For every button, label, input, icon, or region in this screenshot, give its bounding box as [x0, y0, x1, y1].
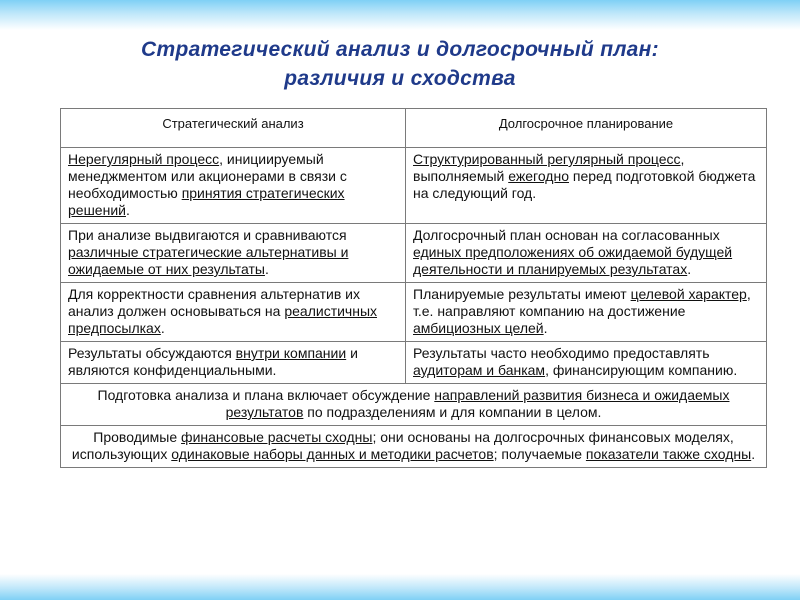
cell-strategic-analysis [61, 342, 406, 384]
underlined-text: направлений развития бизнеса и ожидаемых результатов [225, 387, 730, 420]
underlined-text: ежегодно [508, 168, 569, 184]
text-segment: Планируемые результаты имеют [413, 286, 631, 302]
cell-long-term-planning [406, 283, 767, 342]
underlined-text: аудиторам и банкам [413, 362, 546, 378]
header-long-term-planning: Долгосрочное планирование [406, 109, 767, 148]
text-segment: , финансирующим компанию. [545, 362, 738, 378]
text-segment: . [543, 320, 548, 336]
cell-common-calculations [61, 426, 767, 468]
text-segment: , выполняемый [413, 151, 685, 184]
cell-strategic-analysis [61, 224, 406, 283]
text-segment: . [687, 261, 692, 277]
header-strategic-analysis: Стратегический анализ [61, 109, 406, 148]
cell-long-term-planning [406, 342, 767, 384]
text-segment: . [125, 202, 130, 218]
comparison-table [60, 108, 767, 468]
cell-strategic-analysis [61, 148, 406, 224]
table-row-common [61, 384, 767, 426]
text-segment: Долгосрочный план основан на согласованных [413, 227, 720, 243]
cell-long-term-planning [406, 148, 767, 224]
underlined-text: показатели также сходны [585, 446, 752, 462]
text-segment: Проводимые [93, 429, 182, 445]
table-row [61, 283, 767, 342]
table-row [61, 148, 767, 224]
text-segment: . [751, 446, 756, 462]
text-segment: , инициируемый менеджментом или акционерами в связи с необходимостью [68, 151, 347, 201]
bottom-gradient-band [0, 574, 800, 600]
table-row [61, 224, 767, 283]
text-segment: Результаты часто необходимо предоставлять [413, 345, 710, 361]
underlined-text: реалистичных предпосылках [68, 303, 378, 336]
underlined-text: различные стратегические альтернативы и ожидаемые от них результаты [68, 244, 349, 277]
underlined-text: Нерегулярный процесс [68, 151, 220, 167]
text-segment: Подготовка анализа и плана включает обсуждение [97, 387, 435, 403]
text-segment: по подразделениям и для компании в целом. [303, 404, 602, 420]
underlined-text: одинаковые наборы данных и методики расчетов [171, 446, 494, 462]
underlined-text: единых предположениях об ожидаемой будущей деятельности и планируемых результатах [413, 244, 733, 277]
top-gradient-band [0, 0, 800, 30]
page-title [0, 35, 800, 93]
cell-long-term-planning [406, 224, 767, 283]
cell-common-preparation [61, 384, 767, 426]
underlined-text: целевой характер [630, 286, 747, 302]
text-segment: и являются конфиденциальными. [68, 345, 358, 378]
table-row-common [61, 426, 767, 468]
text-segment: Для корректности сравнения альтернатив их анализ должен основываться на [68, 286, 361, 319]
underlined-text: финансовые расчеты сходны [181, 429, 373, 445]
text-segment: перед подготовкой бюджета на следующий год. [413, 168, 756, 201]
text-segment: Результаты обсуждаются [68, 345, 236, 361]
text-segment: ; получаемые [493, 446, 586, 462]
underlined-text: принятия стратегических решений [68, 185, 345, 218]
table-row [61, 342, 767, 384]
cell-strategic-analysis [61, 283, 406, 342]
underlined-text: внутри компании [235, 345, 347, 361]
underlined-text: амбициозных целей [413, 320, 544, 336]
title-line-2: различия и сходства [284, 67, 516, 90]
text-segment: , т.е. направляют компанию на достижение [413, 286, 751, 319]
title-line-1: Стратегический анализ и долгосрочный план: [141, 38, 659, 61]
underlined-text: Структурированный регулярный процесс [413, 151, 681, 167]
table-header-row [61, 109, 767, 148]
text-segment: ; они основаны на долгосрочных финансовых моделях, использующих [71, 429, 734, 462]
text-segment: . [160, 320, 165, 336]
text-segment: . [264, 261, 269, 277]
text-segment: При анализе выдвигаются и сравниваются [68, 227, 347, 243]
